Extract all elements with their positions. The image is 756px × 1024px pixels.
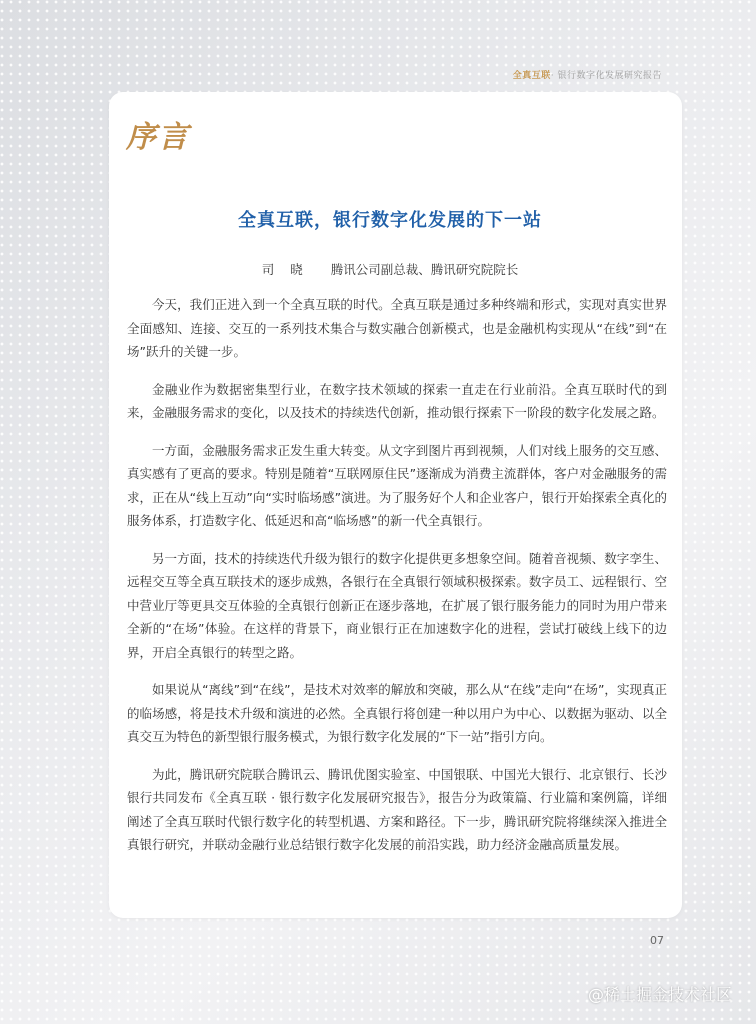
running-header — [513, 68, 662, 81]
author-role: 腾讯公司副总裁、腾讯研究院院长 — [330, 262, 519, 277]
paragraph: 一方面，金融服务需求正发生重大转变。从文字到图片再到视频，人们对线上服务的交互感、真实感有了更高的要求。特别是随着“互联网原住民”逐渐成为消费主流群体，客户对金融服务的需求，正在从“线上互动”向“实时临场感”演进。为了服务好个人和企业客户，银行开始探索全真化的服务体系，打造数字化、低延迟和高“临场感”的新一代全真银行。 — [127, 442, 667, 528]
header-brand: 全真互联 — [512, 71, 551, 81]
paragraph: 今天，我们正进入到一个全真互联的时代。全真互联是通过多种终端和形式，实现对真实世界全面感知、连接、交互的一系列技术集合与数实融合创新模式，也是金融机构实现从“在线”到“在场”跃升的关键一步。 — [127, 297, 667, 359]
watermark: @稀土掘金技术社区 — [587, 985, 732, 1004]
body-text — [127, 293, 667, 871]
paragraph: 为此，腾讯研究院联合腾讯云、腾讯优图实验室、中国银联、中国光大银行、北京银行、长沙银行共同发布《全真互联 · 银行数字化发展研究报告》，报告分为政策篇、行业篇和案例篇，详细阐述了全真互联时代银行数字化的转型机遇、方案和路径。下一步，腾讯研究院将继续深入推进全真银行研究，并联动金融行业总结银行数字化发展的前沿实践，助力经济金融高质量发展。 — [127, 766, 667, 852]
paragraph: 如果说从“离线”到“在线”，是技术对效率的解放和突破，那么从“在线”走向“在场”，实现真正的临场感，将是技术升级和演进的必然。全真银行将创建一种以用户为中心、以数据为驱动、以全真交互为特色的新型银行服务模式，为银行数字化发展的“下一站”指引方向。 — [127, 682, 667, 744]
paragraph: 金融业作为数据密集型行业，在数字技术领域的探索一直走在行业前沿。全真互联时代的到来，金融服务需求的变化，以及技术的持续迭代创新，推动银行探索下一阶段的数字化发展之路。 — [127, 381, 667, 420]
author-line — [120, 260, 660, 278]
preface-title: 序言 — [126, 120, 190, 155]
page-number: 07 — [650, 934, 664, 947]
header-subtitle: · 银行数字化发展研究报告 — [550, 71, 662, 81]
author-name: 司 晓 — [261, 262, 309, 277]
paragraph: 另一方面，技术的持续迭代升级为银行的数字化提供更多想象空间。随着音视频、数字孪生、远程交互等全真互联技术的逐步成熟，各银行在全真银行领域积极探索。数字员工、远程银行、空中营业厅等更具交互体验的全真银行创新正在逐步落地，在扩展了银行服务能力的同时为用户带来全新的“在场”体验。在这样的背景下，商业银行正在加速数字化的进程，尝试打破线上线下的边界，开启全真银行的转型之路。 — [127, 550, 667, 660]
article-title: 全真互联，银行数字化发展的下一站 — [238, 210, 542, 231]
